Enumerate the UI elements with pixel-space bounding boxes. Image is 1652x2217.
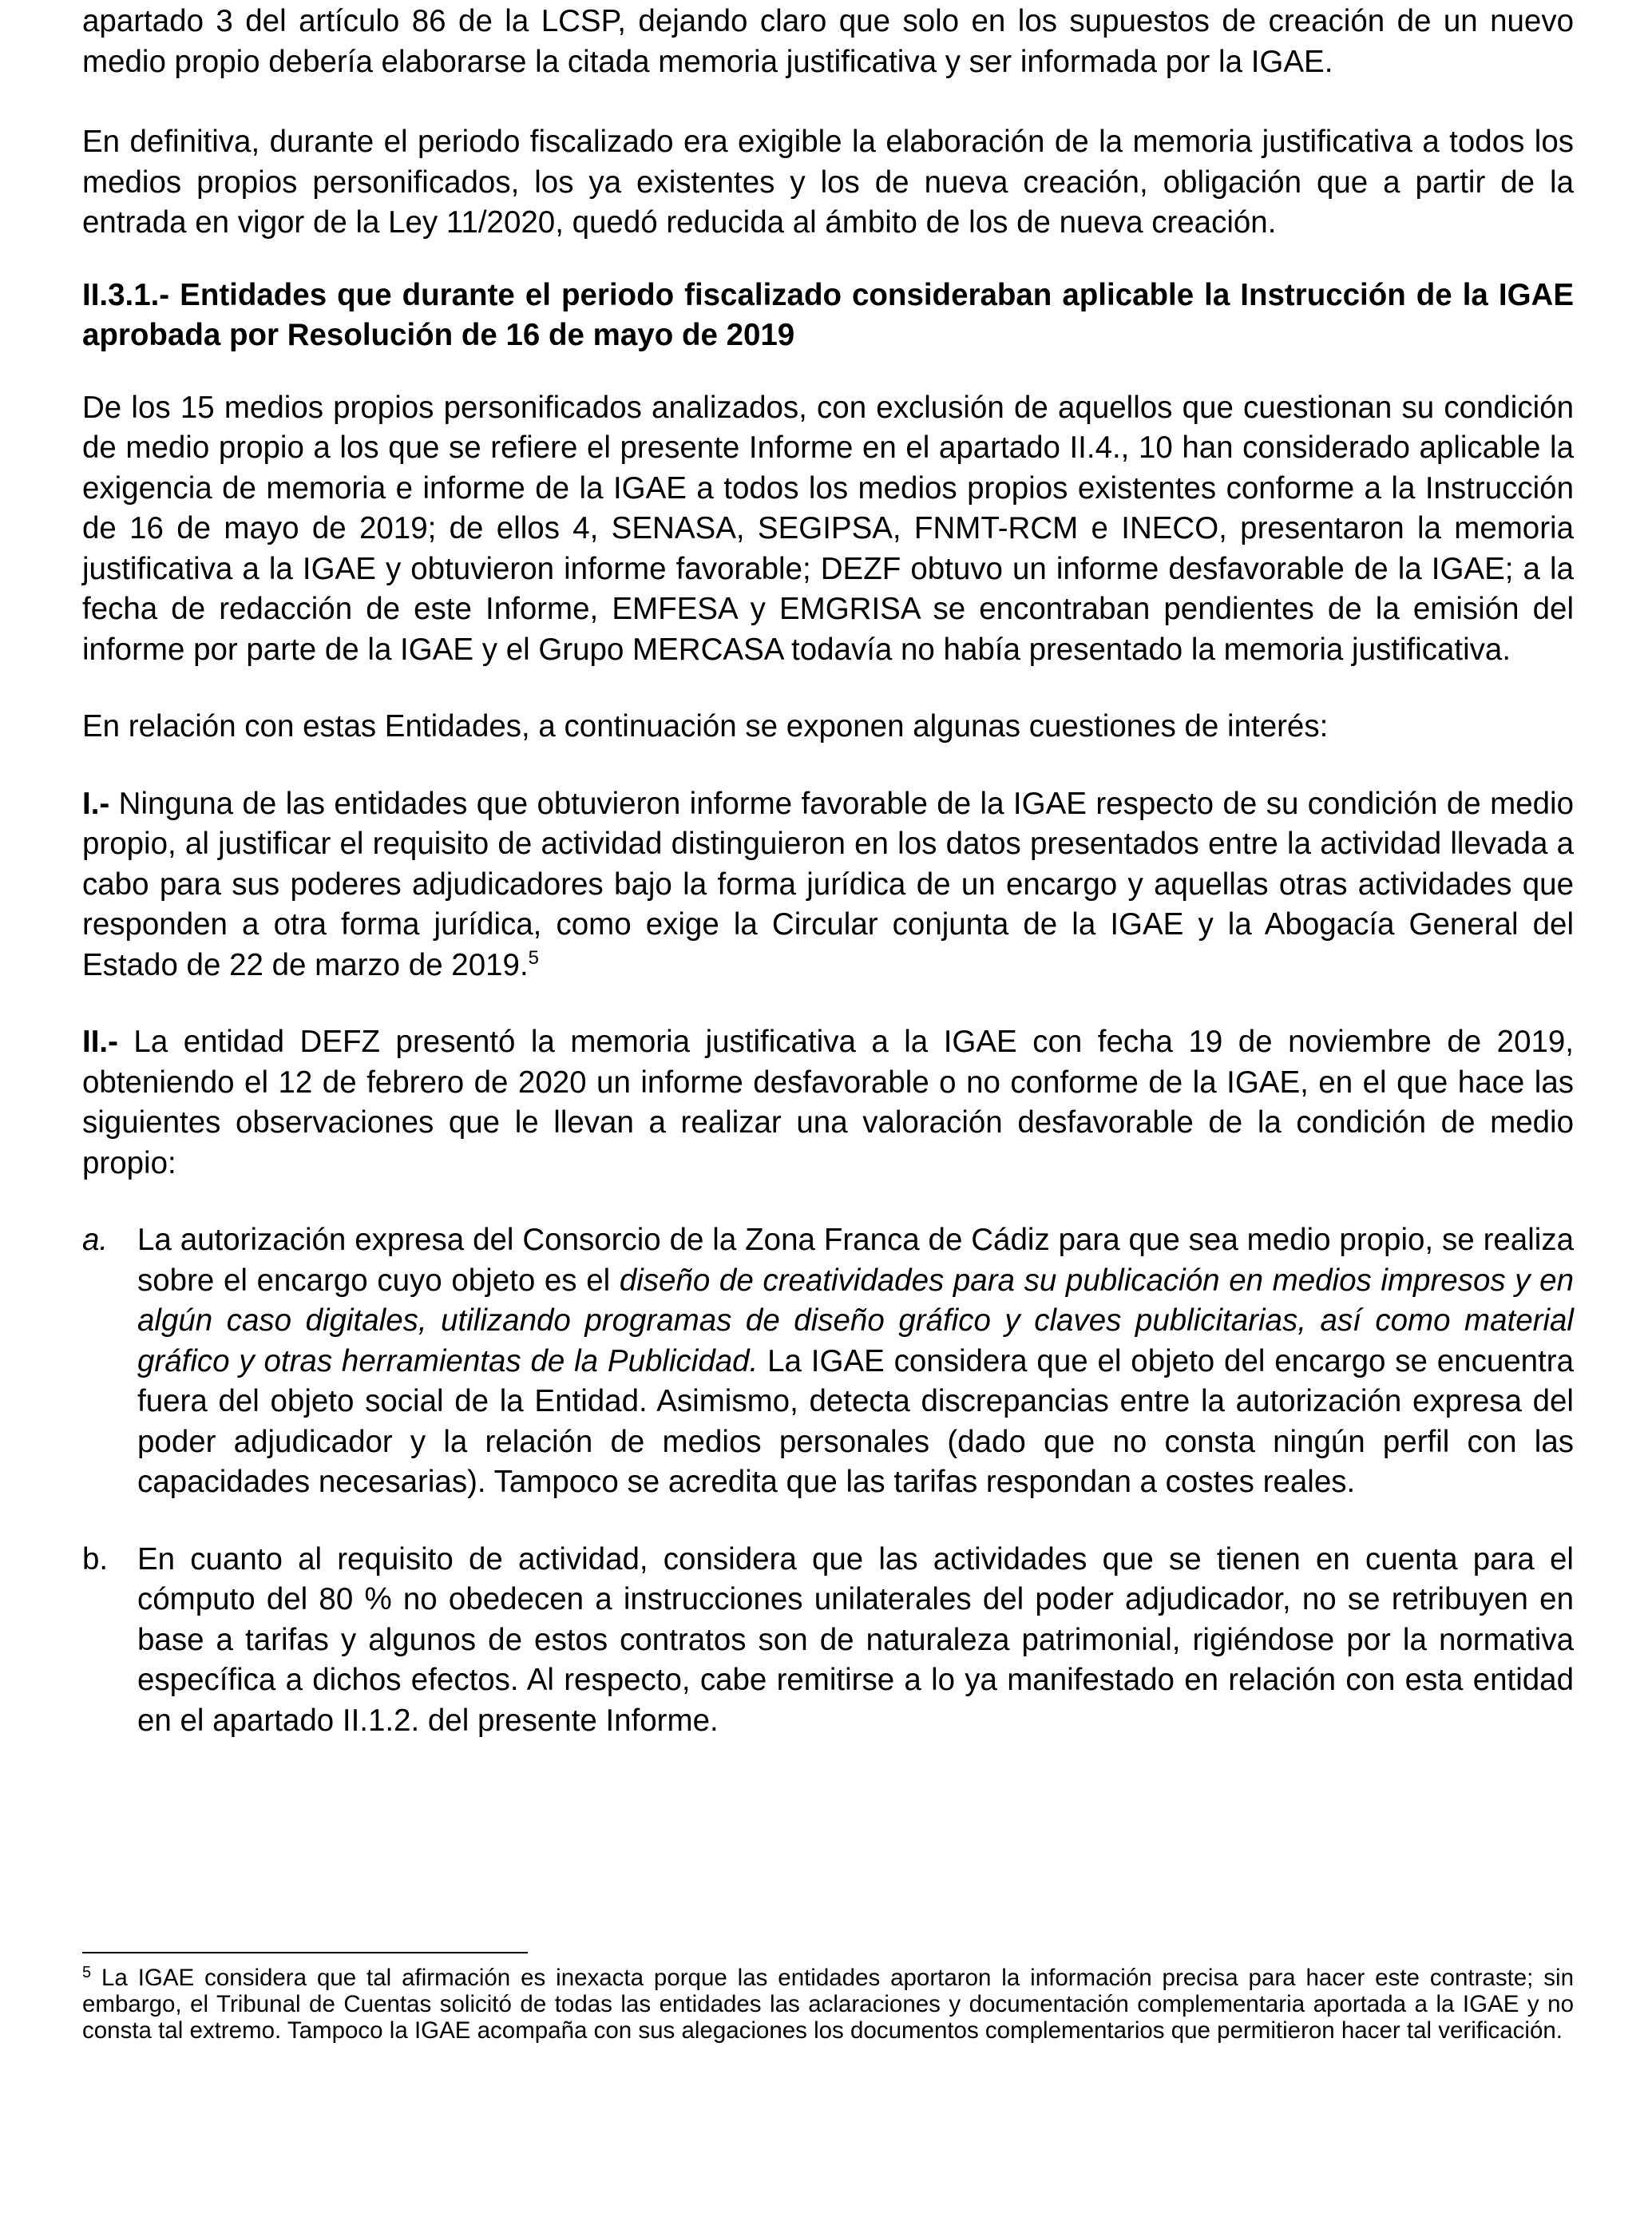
point-1-label: I.-	[82, 786, 110, 821]
footnote-text: La IGAE considera que tal afirmación es inexacta porque las entidades aportaron la información precisa para hacer este contraste; sin embargo, el Tribunal de Cuentas solicitó de todas las entidades las aclaraciones y documentación complementaria aportada a la IGAE y no consta tal extremo. Tampoco la IGAE acompaña con sus alegaciones los documentos complementarios que permitieron hacer tal verificación.	[82, 1965, 1574, 2044]
point-2-text: La entidad DEFZ presentó la memoria justificativa a la IGAE con fecha 19 de noviembre de 2019, obteniendo el 12 de febrero de 2020 un informe desfavorable o no conforme de la IGAE, en el que hace las siguientes observaciones que le llevan a realizar una valoración desfavorable de la condición de medio propio:	[82, 1025, 1574, 1180]
section-heading: II.3.1.- Entidades que durante el periodo fiscalizado consideraban aplicable la Instrucción de la IGAE aprobada por Resolución de 16 de mayo de 2019	[82, 277, 1574, 352]
footnote-ref-5[interactable]: 5	[528, 946, 540, 969]
list-marker-b: b.	[82, 1541, 109, 1576]
paragraph-relacion: En relación con estas Entidades, a continuación se exponen algunas cuestiones de interés:	[82, 709, 1329, 744]
footnote-number: 5	[82, 1964, 92, 1981]
footnotes	[82, 1965, 1574, 2044]
item-a-text-1: La autorización expresa del Consorcio de la Zona Franca de Cádiz para que sea medio propio, se realiza sobre el encargo cuyo objeto es el	[137, 1223, 1574, 1298]
list-item-a	[82, 1220, 1574, 1503]
paragraph-15-medios: De los 15 medios propios personificados analizados, con exclusión de aquellos que cuestionan su condición de medio propio a los que se refiere el presente Informe en el apartado II.4., 10 han considerado aplicable la exigencia de memoria e informe de la IGAE a todos los medios propios existentes conforme a la Instrucción de 16 de mayo de 2019; de ellos 4, SENASA, SEGIPSA, FNMT-RCM e INECO, presentaron la memoria justificativa a la IGAE y obtuvieron informe favorable; DEZF obtuvo un informe desfavorable de la IGAE; a la fecha de redacción de este Informe, EMFESA y EMGRISA se encontraban pendientes de la emisión del informe por parte de la IGAE y el Grupo MERCASA todavía no había presentado la memoria justificativa.	[82, 390, 1574, 667]
paragraph-definitiva: En definitiva, durante el periodo fiscalizado era exigible la elaboración de la memoria justificativa a todos los medios propios personificados, los ya existentes y los de nueva creación, obligación que a partir de la entrada en vigor de la Ley 11/2020, quedó reducida al ámbito de los de nueva creación.	[82, 125, 1574, 240]
list-item-b	[82, 1540, 1574, 1742]
paragraph-intro: apartado 3 del artículo 86 de la LCSP, dejando claro que solo en los supuestos de creación de un nuevo medio propio debería elaborarse la citada memoria justificativa y ser informada por la IGAE.	[82, 4, 1574, 79]
document-body	[82, 2, 1574, 1741]
footnote-separator	[82, 1952, 528, 1953]
list-marker-a: a.	[82, 1223, 109, 1257]
footnote-5	[82, 1965, 1574, 2044]
point-2	[82, 1022, 1574, 1184]
point-1	[82, 784, 1574, 986]
point-2-label: II.-	[82, 1025, 118, 1059]
item-a-text-2: La IGAE considera que el objeto del encargo se encuentra fuera del objeto social de la Entidad. Asimismo, detecta discrepancias entre la autorización expresa del poder adjudicador y la relación de medios personales (dado que no consta ningún perfil con las capacidades necesarias). Tampoco se acredita que las tarifas respondan a costes reales.	[137, 1343, 1574, 1499]
point-1-text: Ninguna de las entidades que obtuvieron informe favorable de la IGAE respecto de su condición de medio propio, al justificar el requisito de actividad distinguieron en los datos presentados entre la actividad llevada a cabo para sus poderes adjudicadores bajo la forma jurídica de un encargo y aquellas otras actividades que responden a otra forma jurídica, como exige la Circular conjunta de la IGAE y la Abogacía General del Estado de 22 de marzo de 2019.	[82, 786, 1574, 982]
item-b-text: En cuanto al requisito de actividad, considera que las actividades que se tienen en cuenta para el cómputo del 80 % no obedecen a instrucciones unilaterales del poder adjudicador, no se retribuyen en base a tarifas y algunos de estos contratos son de naturaleza patrimonial, rigiéndose por la normativa específica a dichos efectos. Al respecto, cabe remitirse a lo ya manifestado en relación con esta entidad en el apartado II.1.2. del presente Informe.	[137, 1541, 1574, 1738]
item-a-italic: diseño de creatividades para su publicación en medios impresos y en algún caso digitales, utilizando programas de diseño gráfico y claves publicitarias, así como material gráfico y otras herramientas de la Publicidad.	[137, 1263, 1574, 1378]
